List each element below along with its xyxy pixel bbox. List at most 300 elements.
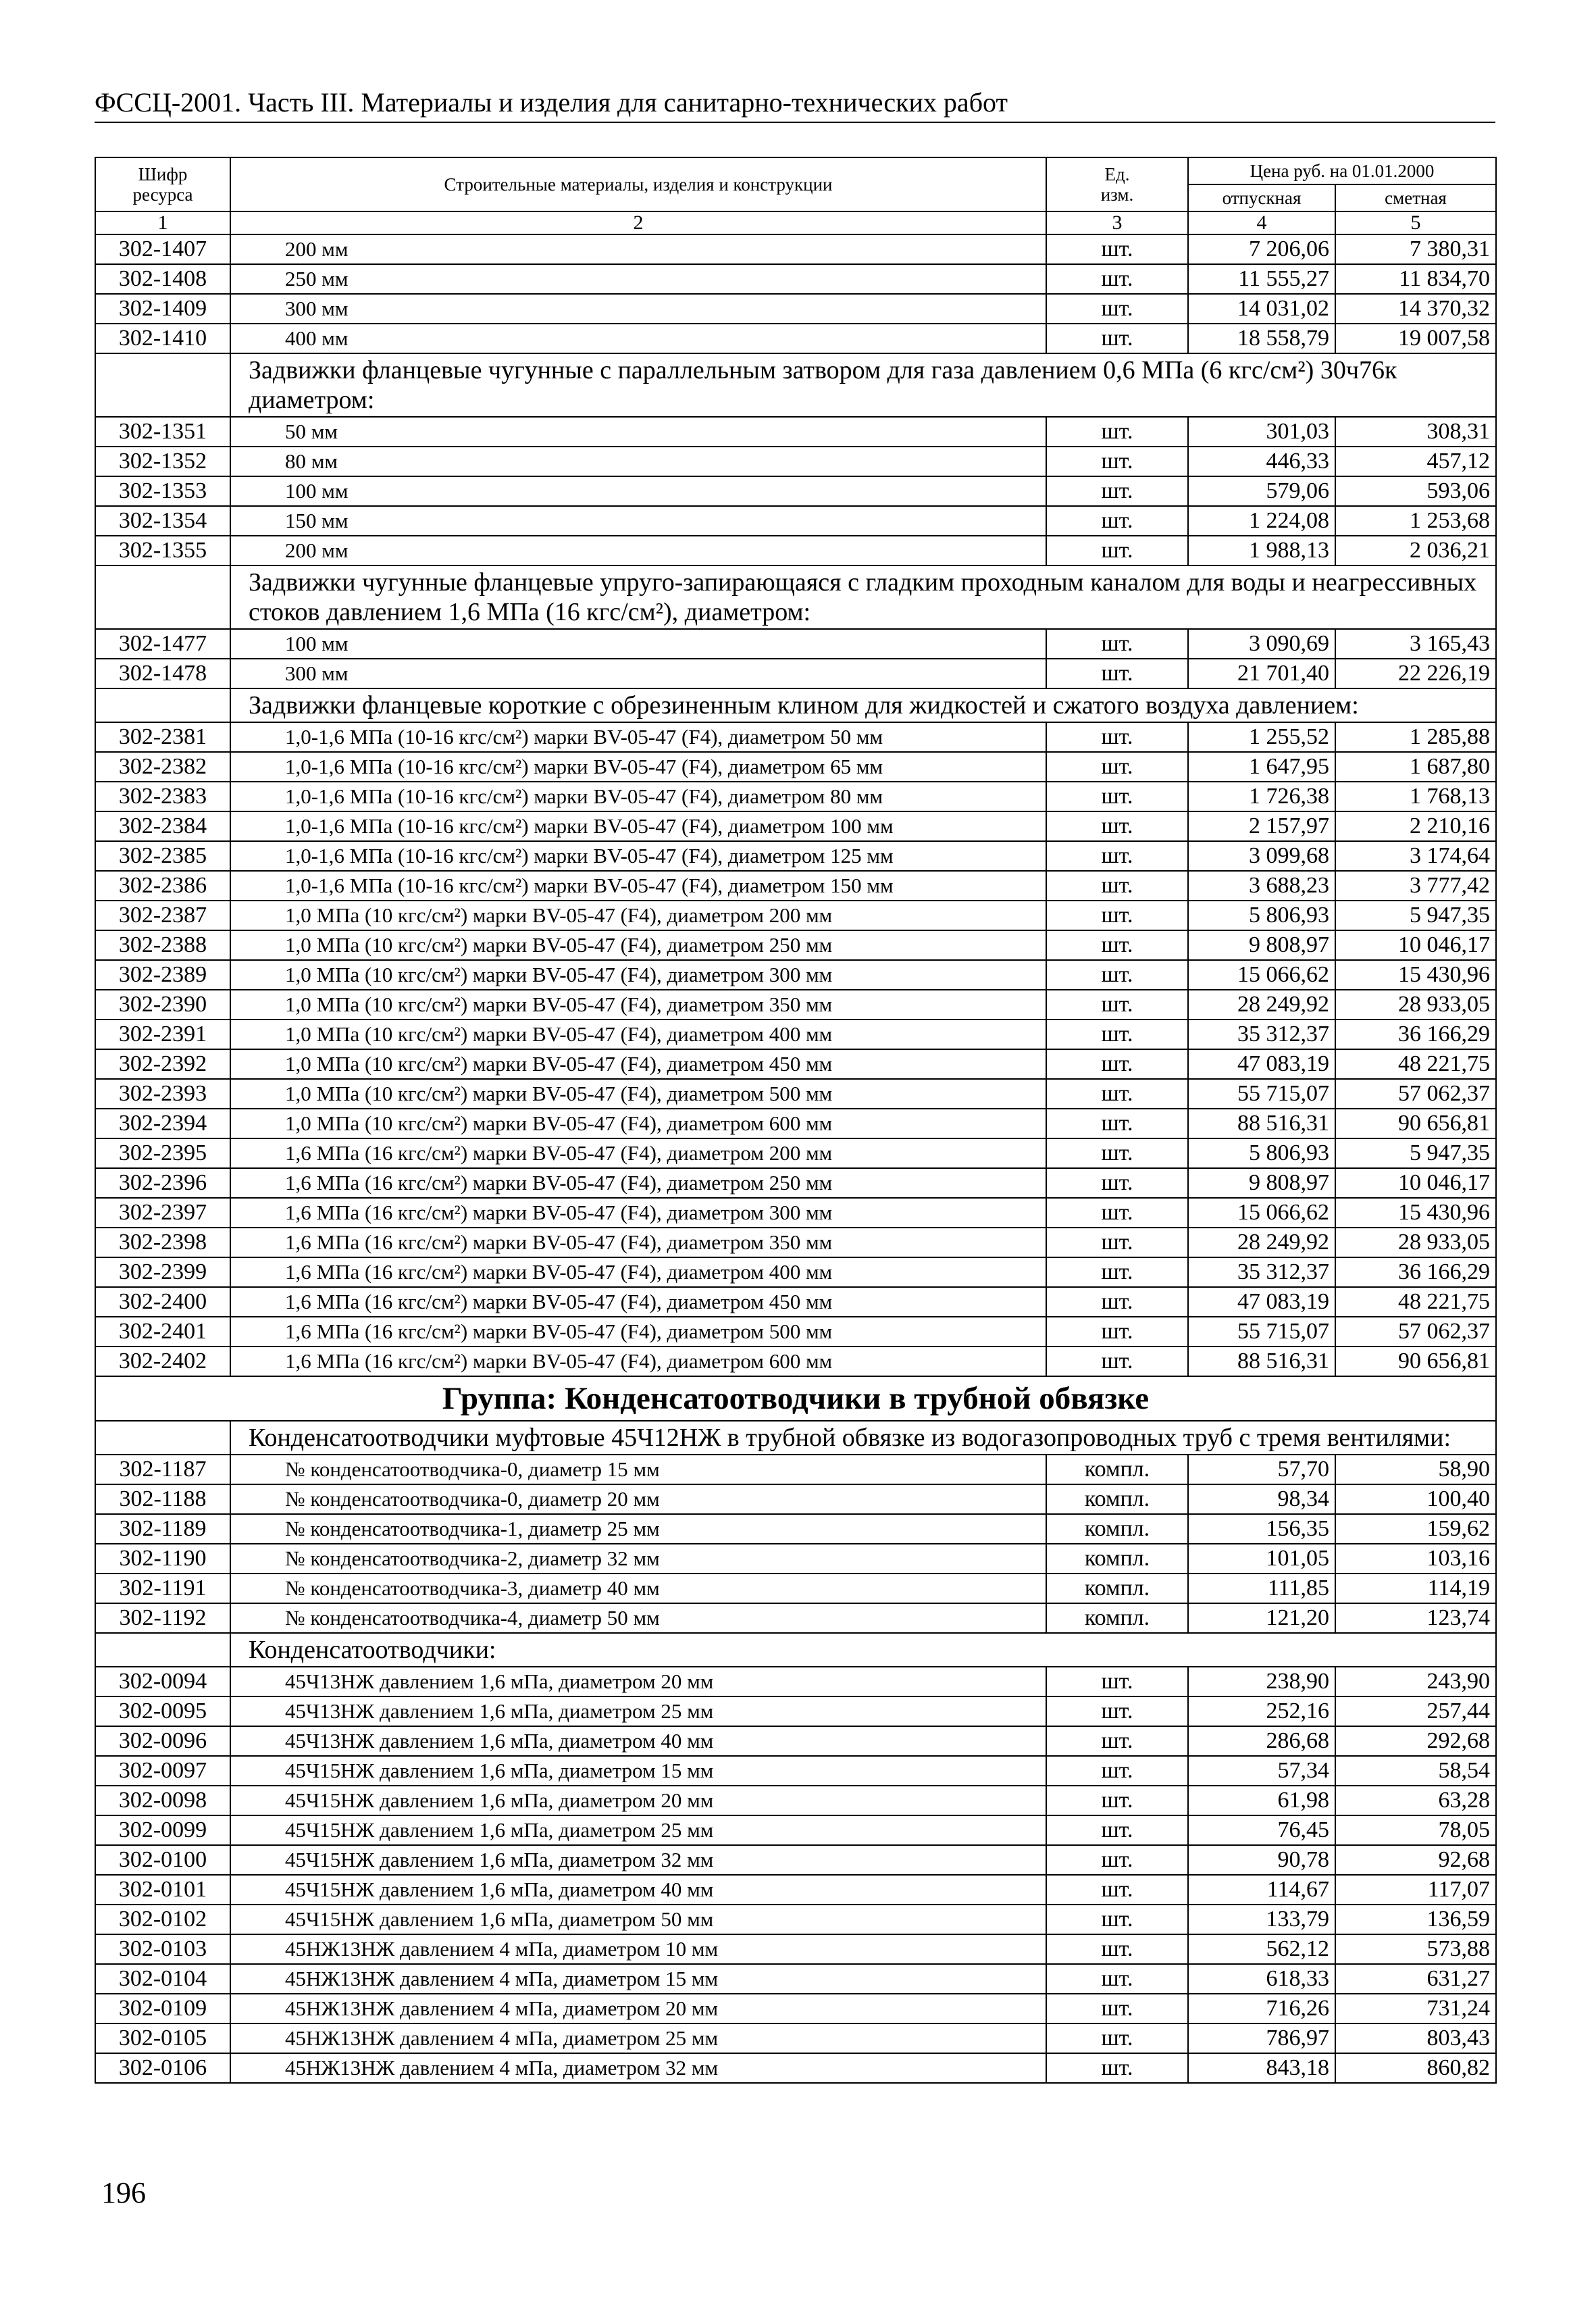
unit-cell: шт.: [1046, 811, 1188, 841]
estimate-price-cell: 457,12: [1335, 447, 1496, 476]
material-name-cell: 1,6 МПа (16 кгс/см²) марки BV-05-47 (F4), диаметром 450 мм: [230, 1287, 1046, 1317]
table-row: [95, 1994, 1496, 2023]
resource-code-cell: 302-2399: [95, 1257, 230, 1287]
release-price-cell: 57,70: [1188, 1455, 1335, 1484]
unit-cell: шт.: [1046, 1964, 1188, 1994]
unit-cell: шт.: [1046, 506, 1188, 536]
estimate-price-cell: 117,07: [1335, 1875, 1496, 1905]
group-row: [95, 1376, 1496, 1421]
estimate-price-cell: 90 656,81: [1335, 1347, 1496, 1376]
release-price-cell: 28 249,92: [1188, 1228, 1335, 1257]
material-name-cell: 45Ч15НЖ давлением 1,6 мПа, диаметром 25 мм: [230, 1815, 1046, 1845]
column-header-unit-line1: Ед.: [1104, 164, 1130, 184]
unit-cell: компл.: [1046, 1514, 1188, 1544]
unit-cell: шт.: [1046, 2023, 1188, 2053]
table-row: [95, 264, 1496, 294]
unit-cell: шт.: [1046, 841, 1188, 871]
estimate-price-cell: 292,68: [1335, 1726, 1496, 1756]
resource-code-cell: 302-2397: [95, 1198, 230, 1228]
material-name-cell: 100 мм: [230, 476, 1046, 506]
unit-cell: шт.: [1046, 1905, 1188, 1934]
material-name-cell: 45Ч15НЖ давлением 1,6 мПа, диаметром 15 мм: [230, 1756, 1046, 1786]
unit-cell: шт.: [1046, 1049, 1188, 1079]
unit-cell: шт.: [1046, 1287, 1188, 1317]
material-name-cell: 45Ч15НЖ давлением 1,6 мПа, диаметром 32 мм: [230, 1845, 1046, 1875]
estimate-price-cell: 48 221,75: [1335, 1287, 1496, 1317]
table-row: [95, 659, 1496, 688]
resource-code-cell: 302-2386: [95, 871, 230, 901]
unit-cell: шт.: [1046, 901, 1188, 930]
page-number: 196: [101, 2176, 146, 2209]
table-row: [95, 1287, 1496, 1317]
section-row: [95, 353, 1496, 417]
resource-code-cell: 302-2390: [95, 990, 230, 1020]
section-code-cell: [95, 1633, 230, 1667]
release-price-cell: 47 083,19: [1188, 1049, 1335, 1079]
estimate-price-cell: 1 253,68: [1335, 506, 1496, 536]
table-row: [95, 871, 1496, 901]
estimate-price-cell: 159,62: [1335, 1514, 1496, 1544]
table-row: [95, 811, 1496, 841]
resource-code-cell: 302-2389: [95, 960, 230, 990]
material-name-cell: 1,6 МПа (16 кгс/см²) марки BV-05-47 (F4), диаметром 500 мм: [230, 1317, 1046, 1347]
estimate-price-cell: 3 174,64: [1335, 841, 1496, 871]
price-table: [95, 157, 1497, 2084]
unit-cell: шт.: [1046, 1815, 1188, 1845]
estimate-price-cell: 90 656,81: [1335, 1109, 1496, 1138]
release-price-cell: 3 090,69: [1188, 629, 1335, 659]
table-row: [95, 960, 1496, 990]
estimate-price-cell: 10 046,17: [1335, 1168, 1496, 1198]
estimate-price-cell: 103,16: [1335, 1544, 1496, 1574]
resource-code-cell: 302-1190: [95, 1544, 230, 1574]
estimate-price-cell: 100,40: [1335, 1484, 1496, 1514]
table-row: [95, 1514, 1496, 1544]
estimate-price-cell: 631,27: [1335, 1964, 1496, 1994]
column-header-estimate-price: сметная: [1335, 184, 1496, 211]
release-price-cell: 3 688,23: [1188, 871, 1335, 901]
table-row: [95, 294, 1496, 324]
unit-cell: компл.: [1046, 1574, 1188, 1603]
unit-cell: шт.: [1046, 990, 1188, 1020]
unit-cell: компл.: [1046, 1544, 1188, 1574]
estimate-price-cell: 2 210,16: [1335, 811, 1496, 841]
unit-cell: шт.: [1046, 536, 1188, 565]
resource-code-cell: 302-0106: [95, 2053, 230, 2083]
release-price-cell: 114,67: [1188, 1875, 1335, 1905]
column-number-5: 5: [1335, 211, 1496, 234]
estimate-price-cell: 36 166,29: [1335, 1020, 1496, 1049]
release-price-cell: 3 099,68: [1188, 841, 1335, 871]
section-code-cell: [95, 1421, 230, 1455]
unit-cell: компл.: [1046, 1484, 1188, 1514]
release-price-cell: 121,20: [1188, 1603, 1335, 1633]
material-name-cell: 45Ч13НЖ давлением 1,6 мПа, диаметром 40 мм: [230, 1726, 1046, 1756]
unit-cell: шт.: [1046, 1696, 1188, 1726]
unit-cell: шт.: [1046, 1109, 1188, 1138]
column-header-unit: [1046, 157, 1188, 211]
resource-code-cell: 302-2385: [95, 841, 230, 871]
section-row: [95, 1633, 1496, 1667]
release-price-cell: 238,90: [1188, 1667, 1335, 1696]
material-name-cell: 45Ч13НЖ давлением 1,6 мПа, диаметром 20 мм: [230, 1667, 1046, 1696]
resource-code-cell: 302-2396: [95, 1168, 230, 1198]
unit-cell: шт.: [1046, 1317, 1188, 1347]
resource-code-cell: 302-2395: [95, 1138, 230, 1168]
resource-code-cell: 302-1353: [95, 476, 230, 506]
section-heading: Конденсатоотводчики:: [230, 1633, 1496, 1667]
resource-code-cell: 302-2400: [95, 1287, 230, 1317]
estimate-price-cell: 3 165,43: [1335, 629, 1496, 659]
unit-cell: шт.: [1046, 234, 1188, 264]
resource-code-cell: 302-0101: [95, 1875, 230, 1905]
table-row: [95, 990, 1496, 1020]
resource-code-cell: 302-2383: [95, 782, 230, 811]
release-price-cell: 101,05: [1188, 1544, 1335, 1574]
release-price-cell: 5 806,93: [1188, 1138, 1335, 1168]
table-row: [95, 1603, 1496, 1633]
estimate-price-cell: 136,59: [1335, 1905, 1496, 1934]
unit-cell: шт.: [1046, 447, 1188, 476]
column-number-1: 1: [95, 211, 230, 234]
material-name-cell: 1,0-1,6 МПа (10-16 кгс/см²) марки BV-05-47 (F4), диаметром 150 мм: [230, 871, 1046, 901]
estimate-price-cell: 10 046,17: [1335, 930, 1496, 960]
estimate-price-cell: 19 007,58: [1335, 324, 1496, 353]
unit-cell: шт.: [1046, 659, 1188, 688]
estimate-price-cell: 11 834,70: [1335, 264, 1496, 294]
material-name-cell: № конденсатоотводчика-2, диаметр 32 мм: [230, 1544, 1046, 1574]
resource-code-cell: 302-1409: [95, 294, 230, 324]
unit-cell: шт.: [1046, 1786, 1188, 1815]
table-row: [95, 1756, 1496, 1786]
resource-code-cell: 302-1188: [95, 1484, 230, 1514]
table-row: [95, 506, 1496, 536]
resource-code-cell: 302-0098: [95, 1786, 230, 1815]
resource-code-cell: 302-2394: [95, 1109, 230, 1138]
column-header-unit-line2: изм.: [1100, 184, 1134, 205]
unit-cell: шт.: [1046, 1347, 1188, 1376]
release-price-cell: 786,97: [1188, 2023, 1335, 2053]
estimate-price-cell: 5 947,35: [1335, 901, 1496, 930]
material-name-cell: 250 мм: [230, 264, 1046, 294]
unit-cell: шт.: [1046, 1138, 1188, 1168]
table-row: [95, 901, 1496, 930]
resource-code-cell: 302-0095: [95, 1696, 230, 1726]
release-price-cell: 61,98: [1188, 1786, 1335, 1815]
material-name-cell: 1,6 МПа (16 кгс/см²) марки BV-05-47 (F4), диаметром 350 мм: [230, 1228, 1046, 1257]
estimate-price-cell: 5 947,35: [1335, 1138, 1496, 1168]
table-row: [95, 1484, 1496, 1514]
release-price-cell: 301,03: [1188, 417, 1335, 447]
material-name-cell: 45НЖ13НЖ давлением 4 мПа, диаметром 32 мм: [230, 2053, 1046, 2083]
table-row: [95, 324, 1496, 353]
table-row: [95, 930, 1496, 960]
resource-code-cell: 302-1477: [95, 629, 230, 659]
material-name-cell: 45Ч15НЖ давлением 1,6 мПа, диаметром 50 мм: [230, 1905, 1046, 1934]
table-row: [95, 1815, 1496, 1845]
table-header: [95, 157, 1496, 234]
table-row: [95, 722, 1496, 752]
resource-code-cell: 302-0104: [95, 1964, 230, 1994]
resource-code-cell: 302-2388: [95, 930, 230, 960]
material-name-cell: 45НЖ13НЖ давлением 4 мПа, диаметром 10 мм: [230, 1934, 1046, 1964]
table-row: [95, 1544, 1496, 1574]
estimate-price-cell: 57 062,37: [1335, 1079, 1496, 1109]
table-row: [95, 1726, 1496, 1756]
table-row: [95, 1574, 1496, 1603]
estimate-price-cell: 15 430,96: [1335, 1198, 1496, 1228]
resource-code-cell: 302-0094: [95, 1667, 230, 1696]
estimate-price-cell: 803,43: [1335, 2023, 1496, 2053]
unit-cell: шт.: [1046, 1168, 1188, 1198]
material-name-cell: 200 мм: [230, 234, 1046, 264]
page-header: ФССЦ-2001. Часть III. Материалы и изделия для санитарно-технических работ: [95, 88, 1495, 123]
release-price-cell: 15 066,62: [1188, 1198, 1335, 1228]
table-row: [95, 752, 1496, 782]
unit-cell: компл.: [1046, 1603, 1188, 1633]
table-row: [95, 1934, 1496, 1964]
estimate-price-cell: 1 768,13: [1335, 782, 1496, 811]
material-name-cell: 1,0 МПа (10 кгс/см²) марки BV-05-47 (F4), диаметром 350 мм: [230, 990, 1046, 1020]
resource-code-cell: 302-1351: [95, 417, 230, 447]
estimate-price-cell: 36 166,29: [1335, 1257, 1496, 1287]
material-name-cell: 80 мм: [230, 447, 1046, 476]
material-name-cell: 1,0-1,6 МПа (10-16 кгс/см²) марки BV-05-47 (F4), диаметром 65 мм: [230, 752, 1046, 782]
table-row: [95, 1905, 1496, 1934]
section-heading: Задвижки фланцевые короткие с обрезиненным клином для жидкостей и сжатого воздуха давлением:: [230, 688, 1496, 722]
estimate-price-cell: 257,44: [1335, 1696, 1496, 1726]
estimate-price-cell: 92,68: [1335, 1845, 1496, 1875]
table-row: [95, 476, 1496, 506]
unit-cell: шт.: [1046, 1934, 1188, 1964]
resource-code-cell: 302-2387: [95, 901, 230, 930]
release-price-cell: 156,35: [1188, 1514, 1335, 1544]
material-name-cell: 1,0 МПа (10 кгс/см²) марки BV-05-47 (F4), диаметром 300 мм: [230, 960, 1046, 990]
estimate-price-cell: 243,90: [1335, 1667, 1496, 1696]
release-price-cell: 1 224,08: [1188, 506, 1335, 536]
release-price-cell: 133,79: [1188, 1905, 1335, 1934]
resource-code-cell: 302-0109: [95, 1994, 230, 2023]
estimate-price-cell: 7 380,31: [1335, 234, 1496, 264]
estimate-price-cell: 860,82: [1335, 2053, 1496, 2083]
table-row: [95, 1049, 1496, 1079]
release-price-cell: 35 312,37: [1188, 1257, 1335, 1287]
release-price-cell: 843,18: [1188, 2053, 1335, 2083]
estimate-price-cell: 114,19: [1335, 1574, 1496, 1603]
material-name-cell: 400 мм: [230, 324, 1046, 353]
unit-cell: шт.: [1046, 264, 1188, 294]
table-row: [95, 1845, 1496, 1875]
estimate-price-cell: 48 221,75: [1335, 1049, 1496, 1079]
resource-code-cell: 302-2392: [95, 1049, 230, 1079]
unit-cell: шт.: [1046, 1667, 1188, 1696]
table-row: [95, 1257, 1496, 1287]
estimate-price-cell: 78,05: [1335, 1815, 1496, 1845]
table-row: [95, 1455, 1496, 1484]
estimate-price-cell: 1 687,80: [1335, 752, 1496, 782]
table-row: [95, 1228, 1496, 1257]
table-row: [95, 1964, 1496, 1994]
column-header-price: Цена руб. на 01.01.2000: [1188, 157, 1496, 184]
material-name-cell: 1,0-1,6 МПа (10-16 кгс/см²) марки BV-05-47 (F4), диаметром 100 мм: [230, 811, 1046, 841]
table-row: [95, 2023, 1496, 2053]
unit-cell: шт.: [1046, 629, 1188, 659]
resource-code-cell: 302-0100: [95, 1845, 230, 1875]
release-price-cell: 562,12: [1188, 1934, 1335, 1964]
estimate-price-cell: 2 036,21: [1335, 536, 1496, 565]
resource-code-cell: 302-2391: [95, 1020, 230, 1049]
unit-cell: шт.: [1046, 324, 1188, 353]
estimate-price-cell: 28 933,05: [1335, 990, 1496, 1020]
material-name-cell: № конденсатоотводчика-1, диаметр 25 мм: [230, 1514, 1046, 1544]
material-name-cell: 1,6 МПа (16 кгс/см²) марки BV-05-47 (F4), диаметром 200 мм: [230, 1138, 1046, 1168]
release-price-cell: 1 255,52: [1188, 722, 1335, 752]
table-row: [95, 1347, 1496, 1376]
column-header-code: [95, 157, 230, 211]
material-name-cell: 45Ч15НЖ давлением 1,6 мПа, диаметром 20 мм: [230, 1786, 1046, 1815]
release-price-cell: 446,33: [1188, 447, 1335, 476]
unit-cell: шт.: [1046, 1198, 1188, 1228]
material-name-cell: 150 мм: [230, 506, 1046, 536]
release-price-cell: 88 516,31: [1188, 1109, 1335, 1138]
resource-code-cell: 302-2384: [95, 811, 230, 841]
resource-code-cell: 302-2381: [95, 722, 230, 752]
release-price-cell: 28 249,92: [1188, 990, 1335, 1020]
material-name-cell: 100 мм: [230, 629, 1046, 659]
column-number-3: 3: [1046, 211, 1188, 234]
section-row: [95, 1421, 1496, 1455]
estimate-price-cell: 58,54: [1335, 1756, 1496, 1786]
unit-cell: шт.: [1046, 752, 1188, 782]
release-price-cell: 1 988,13: [1188, 536, 1335, 565]
section-heading: Конденсатоотводчики муфтовые 45Ч12НЖ в трубной обвязке из водогазопроводных труб с тремя вентилями:: [230, 1421, 1496, 1455]
table-row: [95, 1109, 1496, 1138]
estimate-price-cell: 1 285,88: [1335, 722, 1496, 752]
material-name-cell: 1,0-1,6 МПа (10-16 кгс/см²) марки BV-05-47 (F4), диаметром 125 мм: [230, 841, 1046, 871]
table-row: [95, 629, 1496, 659]
table-row: [95, 2053, 1496, 2083]
resource-code-cell: 302-2393: [95, 1079, 230, 1109]
resource-code-cell: 302-0099: [95, 1815, 230, 1845]
unit-cell: шт.: [1046, 930, 1188, 960]
unit-cell: компл.: [1046, 1455, 1188, 1484]
material-name-cell: 1,0 МПа (10 кгс/см²) марки BV-05-47 (F4), диаметром 400 мм: [230, 1020, 1046, 1049]
estimate-price-cell: 573,88: [1335, 1934, 1496, 1964]
material-name-cell: 1,6 МПа (16 кгс/см²) марки BV-05-47 (F4), диаметром 400 мм: [230, 1257, 1046, 1287]
table-row: [95, 1020, 1496, 1049]
unit-cell: шт.: [1046, 476, 1188, 506]
resource-code-cell: 302-0103: [95, 1934, 230, 1964]
column-header-release-price: отпускная: [1188, 184, 1335, 211]
resource-code-cell: 302-1191: [95, 1574, 230, 1603]
resource-code-cell: 302-1192: [95, 1603, 230, 1633]
material-name-cell: 1,6 МПа (16 кгс/см²) марки BV-05-47 (F4), диаметром 300 мм: [230, 1198, 1046, 1228]
material-name-cell: 45НЖ13НЖ давлением 4 мПа, диаметром 20 мм: [230, 1994, 1046, 2023]
table-row: [95, 841, 1496, 871]
release-price-cell: 11 555,27: [1188, 264, 1335, 294]
material-name-cell: 1,0 МПа (10 кгс/см²) марки BV-05-47 (F4), диаметром 200 мм: [230, 901, 1046, 930]
unit-cell: шт.: [1046, 417, 1188, 447]
material-name-cell: 1,6 МПа (16 кгс/см²) марки BV-05-47 (F4), диаметром 250 мм: [230, 1168, 1046, 1198]
unit-cell: шт.: [1046, 871, 1188, 901]
release-price-cell: 21 701,40: [1188, 659, 1335, 688]
table-row: [95, 1696, 1496, 1726]
column-number-4: 4: [1188, 211, 1335, 234]
material-name-cell: № конденсатоотводчика-0, диаметр 15 мм: [230, 1455, 1046, 1484]
unit-cell: шт.: [1046, 722, 1188, 752]
release-price-cell: 57,34: [1188, 1756, 1335, 1786]
material-name-cell: № конденсатоотводчика-0, диаметр 20 мм: [230, 1484, 1046, 1514]
column-header-code-line1: Шифр: [138, 164, 188, 184]
release-price-cell: 9 808,97: [1188, 930, 1335, 960]
material-name-cell: 300 мм: [230, 659, 1046, 688]
unit-cell: шт.: [1046, 2053, 1188, 2083]
release-price-cell: 7 206,06: [1188, 234, 1335, 264]
unit-cell: шт.: [1046, 294, 1188, 324]
table-row: [95, 1786, 1496, 1815]
release-price-cell: 5 806,93: [1188, 901, 1335, 930]
unit-cell: шт.: [1046, 1257, 1188, 1287]
table-row: [95, 417, 1496, 447]
material-name-cell: 300 мм: [230, 294, 1046, 324]
estimate-price-cell: 58,90: [1335, 1455, 1496, 1484]
section-code-cell: [95, 353, 230, 417]
release-price-cell: 55 715,07: [1188, 1317, 1335, 1347]
table-row: [95, 1079, 1496, 1109]
unit-cell: шт.: [1046, 1079, 1188, 1109]
release-price-cell: 2 157,97: [1188, 811, 1335, 841]
unit-cell: шт.: [1046, 1020, 1188, 1049]
material-name-cell: 1,0 МПа (10 кгс/см²) марки BV-05-47 (F4), диаметром 450 мм: [230, 1049, 1046, 1079]
material-name-cell: 45НЖ13НЖ давлением 4 мПа, диаметром 15 мм: [230, 1964, 1046, 1994]
release-price-cell: 76,45: [1188, 1815, 1335, 1845]
estimate-price-cell: 308,31: [1335, 417, 1496, 447]
column-header-name: Строительные материалы, изделия и конструкции: [230, 157, 1046, 211]
resource-code-cell: 302-1478: [95, 659, 230, 688]
table-row: [95, 1138, 1496, 1168]
material-name-cell: 45НЖ13НЖ давлением 4 мПа, диаметром 25 мм: [230, 2023, 1046, 2053]
resource-code-cell: 302-2402: [95, 1347, 230, 1376]
section-row: [95, 565, 1496, 629]
section-code-cell: [95, 565, 230, 629]
group-heading: Группа: Конденсатоотводчики в трубной обвязке: [95, 1376, 1496, 1421]
unit-cell: шт.: [1046, 782, 1188, 811]
estimate-price-cell: 123,74: [1335, 1603, 1496, 1633]
material-name-cell: 50 мм: [230, 417, 1046, 447]
release-price-cell: 47 083,19: [1188, 1287, 1335, 1317]
release-price-cell: 286,68: [1188, 1726, 1335, 1756]
release-price-cell: 90,78: [1188, 1845, 1335, 1875]
unit-cell: шт.: [1046, 1756, 1188, 1786]
release-price-cell: 716,26: [1188, 1994, 1335, 2023]
table-row: [95, 1667, 1496, 1696]
unit-cell: шт.: [1046, 1875, 1188, 1905]
resource-code-cell: 302-0105: [95, 2023, 230, 2053]
release-price-cell: 618,33: [1188, 1964, 1335, 1994]
column-header-code-line2: ресурса: [132, 184, 193, 205]
resource-code-cell: 302-0097: [95, 1756, 230, 1786]
material-name-cell: № конденсатоотводчика-4, диаметр 50 мм: [230, 1603, 1046, 1633]
resource-code-cell: 302-2382: [95, 752, 230, 782]
release-price-cell: 18 558,79: [1188, 324, 1335, 353]
unit-cell: шт.: [1046, 1845, 1188, 1875]
release-price-cell: 88 516,31: [1188, 1347, 1335, 1376]
release-price-cell: 252,16: [1188, 1696, 1335, 1726]
resource-code-cell: 302-1352: [95, 447, 230, 476]
resource-code-cell: 302-1410: [95, 324, 230, 353]
release-price-cell: 1 726,38: [1188, 782, 1335, 811]
unit-cell: шт.: [1046, 1228, 1188, 1257]
